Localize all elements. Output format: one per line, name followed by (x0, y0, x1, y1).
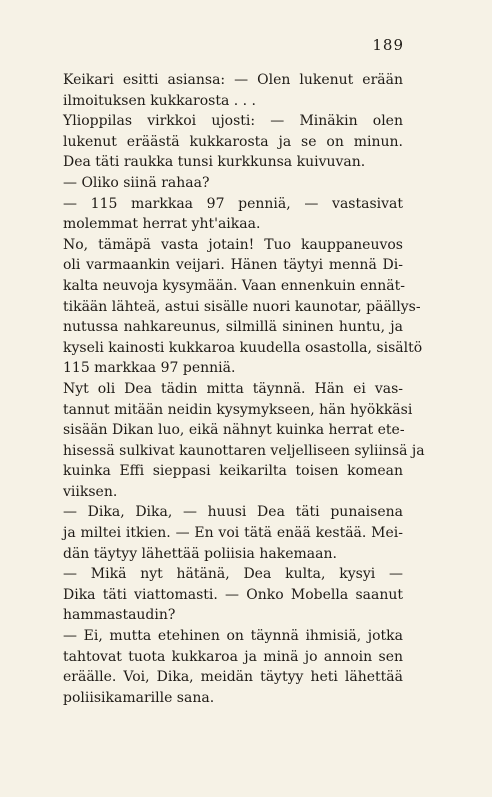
body-text (63, 70, 425, 708)
text-line: sisään Dikan luo, eikä nähnyt kuinka herrat ete- (63, 422, 405, 439)
text-line: hammastaudin? (63, 607, 176, 624)
text-line: Keikari esitti asiansa: — Olen lukenut erään (63, 72, 403, 88)
text-line: lukenut eräästä kukkarosta ja se on minun. (63, 133, 403, 150)
text-line: kalta neuvoja kysymään. Vaan ennenkuin ennät- (63, 277, 405, 294)
text-line: eräälle. Voi, Dika, meidän täytyy heti lähettää (63, 669, 403, 686)
text-line: kuinka Effi sieppasi keikarilta toisen komean (63, 463, 403, 480)
page-number: 189 (372, 36, 404, 54)
text-line: kyseli kainosti kukkaroa kuudella osastolla, sisältö (63, 339, 423, 356)
text-line: tikään lähteä, astui sisälle nuori kaunotar, päällys- (63, 298, 421, 315)
text-line: — Oliko siinä rahaa? (63, 174, 210, 191)
text-line: No, tämäpä vasta jotain! Tuo kauppaneuvos (63, 236, 403, 253)
text-line: dän täytyy lähettää poliisia hakemaan. (63, 545, 337, 562)
text-line: oli varmaankin veijari. Hänen täytyi mennä Di- (63, 257, 403, 274)
text-line: viiksen. (63, 483, 118, 500)
text-line: Dika täti viattomasti. — Onko Mobella saanut (63, 586, 403, 603)
text-line: — 115 markkaa 97 penniä, — vastasivat (63, 195, 403, 212)
text-line: Nyt oli Dea tädin mitta täynnä. Hän ei vas- (63, 380, 403, 397)
text-line: 115 markkaa 97 penniä. (63, 360, 236, 377)
text-line: — Ei, mutta etehinen on täynnä ihmisiä, jotka (63, 628, 403, 645)
text-line: ilmoituksen kukkarosta . . . (63, 92, 256, 109)
text-line: tannut mitään neidin kysymykseen, hän hyökkäsi (63, 401, 413, 418)
text-line: molemmat herrat yht'aikaa. (63, 216, 261, 233)
text-line: tahtovat tuota kukkaroa ja minä jo annoin sen (63, 648, 403, 665)
text-line: Ylioppilas virkkoi ujosti: — Minäkin olen (63, 113, 403, 130)
text-line: poliisikamarille sana. (63, 689, 215, 706)
text-line: — Mikä nyt hätänä, Dea kulta, kysyi — (63, 566, 403, 583)
text-line: Dea täti raukka tunsi kurkkunsa kuivuvan. (63, 154, 366, 171)
text-line: nutussa nahkareunus, silmillä sininen huntu, ja (63, 319, 403, 336)
text-line: hisessä sulkivat kaunottaren veljelliseen syliinsä ja (63, 442, 425, 459)
text-line: ja miltei itkien. — En voi tätä enää kestää. Mei- (63, 525, 403, 542)
text-line: — Dika, Dika, — huusi Dea täti punaisena (63, 504, 403, 521)
